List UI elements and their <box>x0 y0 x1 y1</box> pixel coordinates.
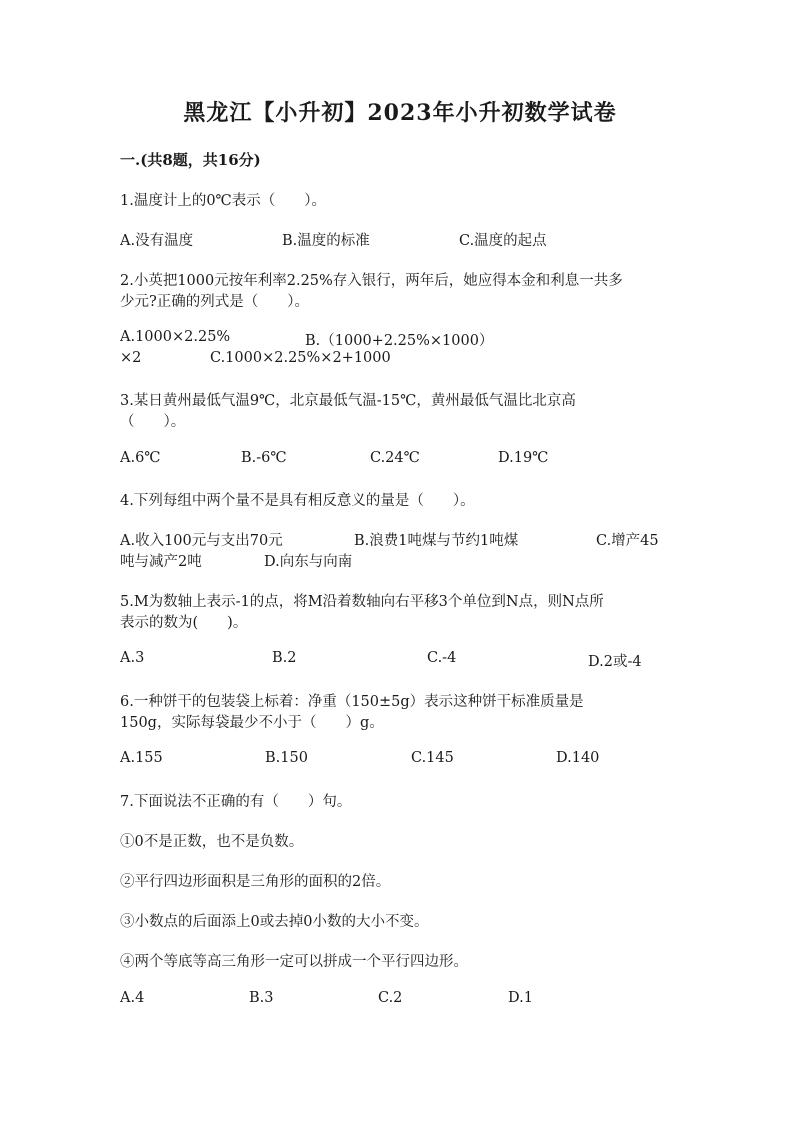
question-6-option-d: D.140 <box>556 750 600 766</box>
question-4-option-b: B.浪费1吨煤与节约1吨煤 <box>354 533 519 549</box>
question-5-option-b: B.2 <box>272 650 297 666</box>
question-4-option-a: A.收入100元与支出70元 <box>120 533 283 549</box>
question-6-option-a: A.155 <box>120 750 163 766</box>
question-3-stem-line-1: 3.某日黄州最低气温9℃，北京最低气温-15℃，黄州最低气温比北京高 <box>120 393 576 409</box>
question-6-stem-line-1: 6.一种饼干的包装袋上标着：净重（150±5g）表示这种饼干标准质量是 <box>120 694 584 710</box>
question-3-stem-line-2: （ ）。 <box>120 414 186 430</box>
question-7-option-d: D.1 <box>508 990 533 1006</box>
question-3-option-b: B.-6℃ <box>241 450 287 466</box>
question-6-option-b: B.150 <box>265 750 308 766</box>
question-2-stem-line-1: 2.小英把1000元按年利率2.25%存入银行，两年后，她应得本金和利息一共多 <box>120 273 623 289</box>
question-4-option-c-continued: 吨与减产2吨 <box>120 554 202 570</box>
question-2-stem-line-2: 少元?正确的列式是（ ）。 <box>120 294 310 310</box>
question-4-option-d: D.向东与向南 <box>264 554 353 570</box>
question-5-option-c: C.-4 <box>427 650 457 666</box>
question-4-stem: 4.下列每组中两个量不是具有相反意义的量是（ ）。 <box>120 493 475 509</box>
question-7-statement-2: ②平行四边形面积是三角形的面积的2倍。 <box>120 874 391 890</box>
question-7-option-c: C.2 <box>378 990 403 1006</box>
question-7-statement-1: ①0不是正数，也不是负数。 <box>120 834 304 850</box>
question-5-option-a: A.3 <box>120 650 145 666</box>
question-1-stem: 1.温度计上的0℃表示（ ）。 <box>120 193 327 209</box>
question-7-statement-3: ③小数点的后面添上0或去掉0小数的大小不变。 <box>120 914 429 930</box>
question-5-stem-line-2: 表示的数为( )。 <box>120 615 248 631</box>
question-2-option-c: C.1000×2.25%×2+1000 <box>210 350 391 366</box>
question-5-stem-line-1: 5.M为数轴上表示-1的点，将M沿着数轴向右平移3个单位到N点，则N点所 <box>120 594 604 610</box>
section-heading: 一.(共8题，共16分) <box>120 151 261 169</box>
page-title: 黑龙江【小升初】2023年小升初数学试卷 <box>183 100 617 126</box>
question-7-statement-4: ④两个等底等高三角形一定可以拼成一个平行四边形。 <box>120 954 468 970</box>
question-2-option-a: A.1000×2.25% <box>120 329 231 345</box>
question-7-option-b: B.3 <box>249 990 274 1006</box>
question-6-stem-line-2: 150g，实际每袋最少不小于（ ）g。 <box>120 715 384 731</box>
question-6-option-c: C.145 <box>411 750 454 766</box>
question-5-option-d: D.2或-4 <box>588 654 642 670</box>
question-1-option-b: B.温度的标准 <box>282 233 370 249</box>
question-3-option-a: A.6℃ <box>120 450 161 466</box>
question-7-stem: 7.下面说法不正确的有（ ）句。 <box>120 794 352 810</box>
question-1-option-a: A.没有温度 <box>120 233 194 249</box>
question-2-option-b-continued: ×2 <box>120 350 142 366</box>
question-1-option-c: C.温度的起点 <box>459 233 547 249</box>
question-2-option-b: B.（1000+2.25%×1000） <box>305 333 494 349</box>
question-3-option-d: D.19℃ <box>498 450 549 466</box>
question-7-option-a: A.4 <box>120 990 145 1006</box>
question-4-option-c: C.增产45 <box>596 533 659 549</box>
question-3-option-c: C.24℃ <box>370 450 420 466</box>
